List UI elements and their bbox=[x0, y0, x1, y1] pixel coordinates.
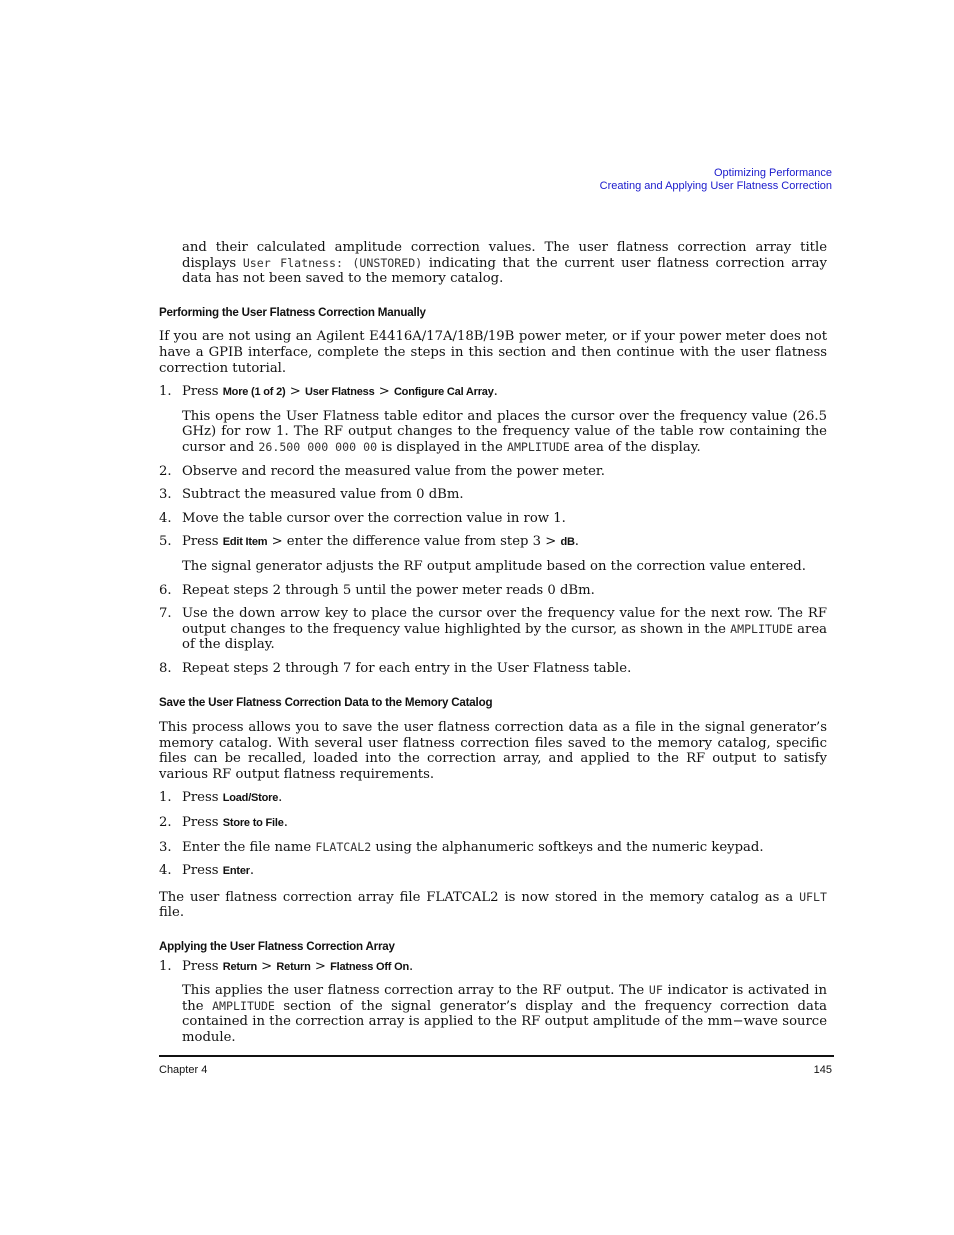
step-text bbox=[182, 959, 827, 976]
save-step-3 bbox=[159, 840, 827, 856]
step-text-2: using the alphanumeric softkeys and the numeric keypad. bbox=[371, 839, 764, 855]
step-number: 1. bbox=[159, 384, 172, 400]
separator: > bbox=[256, 958, 277, 974]
step-text bbox=[182, 863, 827, 880]
period: . bbox=[574, 534, 579, 550]
amplitude-area-code: AMPLITUDE bbox=[730, 621, 793, 636]
period: . bbox=[249, 863, 255, 879]
note-text-2: indicator is activated in the bbox=[182, 983, 827, 1014]
intro-text-1: and their calculated amplitude correction values. The user flatness correction array title displays bbox=[182, 240, 827, 271]
step-text: Repeat steps 2 through 5 until the power meter reads 0 dBm. bbox=[182, 582, 595, 598]
press-text: Press bbox=[182, 863, 223, 879]
step-text-1: Use the down arrow key to place the cursor over the frequency value for the next row. The RF output changes to the frequency value highlighted by the cursor, as shown in the bbox=[182, 606, 827, 637]
step-text: Repeat steps 2 through 7 for each entry in the User Flatness table. bbox=[182, 660, 632, 676]
result-text-1: The user flatness correction array file FLATCAL2 is now stored in the memory catalog as a bbox=[159, 889, 800, 905]
softkey-load-store: Load/Store bbox=[222, 792, 279, 805]
intro-text-2: indicating that the current user flatness correction array data has not been saved to the memory catalog. bbox=[182, 255, 827, 287]
separator: > bbox=[374, 384, 394, 400]
save-result-paragraph bbox=[159, 890, 827, 921]
footer-chapter: Chapter 4 bbox=[159, 1064, 208, 1076]
softkey-return: Return bbox=[276, 960, 311, 973]
note-text-1: This applies the user flatness correction array to the RF output. The bbox=[182, 983, 649, 999]
softkey-db: dB bbox=[560, 536, 575, 549]
softkey-edit-item: Edit Item bbox=[222, 536, 268, 549]
running-header bbox=[600, 167, 832, 193]
step-number: 1. bbox=[159, 958, 172, 974]
step-text bbox=[182, 790, 827, 807]
note-text-3: area of the display. bbox=[569, 439, 701, 455]
period: . bbox=[493, 384, 498, 400]
manual-section-heading: Performing the User Flatness Correction Manually bbox=[159, 305, 426, 319]
step-text-1: Enter the file name bbox=[182, 839, 316, 855]
file-name-code: FLATCAL2 bbox=[315, 839, 372, 854]
manual-step-7 bbox=[159, 606, 827, 653]
softkey-enter: Enter bbox=[222, 865, 250, 878]
save-step-1 bbox=[159, 790, 827, 807]
softkey-user-flatness: User Flatness bbox=[304, 386, 375, 399]
manual-step-4 bbox=[159, 511, 827, 527]
save-intro-paragraph: This process allows you to save the user flatness correction data as a file in the signal generator’s memory catalog. With several user flatness correction files saved to the memory catalog, specific files can be recalled, loaded into the correction array, and applied to the RF output to satisfy various RF output flatness requirements. bbox=[159, 720, 827, 782]
step-text bbox=[182, 606, 827, 653]
step-text-2: area of the display. bbox=[182, 621, 828, 653]
uflt-type-code: UFLT bbox=[799, 889, 827, 904]
save-step-4 bbox=[159, 863, 827, 880]
step-text bbox=[182, 815, 827, 832]
save-section-heading: Save the User Flatness Correction Data to the Memory Catalog bbox=[159, 696, 493, 710]
header-section-title: Optimizing Performance bbox=[714, 167, 832, 179]
separator: > bbox=[285, 384, 305, 400]
intro-paragraph bbox=[182, 240, 827, 287]
softkey-configure-cal-array: Configure Cal Array bbox=[393, 386, 494, 399]
step-mid-text: > enter the difference value from step 3 > bbox=[267, 534, 561, 550]
manual-step-5-note: The signal generator adjusts the RF output amplitude based on the correction value entered. bbox=[182, 558, 806, 574]
step-number: 6. bbox=[159, 582, 172, 598]
period: . bbox=[278, 790, 283, 806]
press-text: Press bbox=[182, 958, 223, 974]
amplitude-area-code: AMPLITUDE bbox=[506, 439, 570, 454]
period: . bbox=[283, 815, 288, 831]
footer-page-number: 145 bbox=[813, 1064, 832, 1076]
step-text bbox=[182, 534, 827, 551]
footer-rule bbox=[159, 1055, 834, 1057]
step-number: 1. bbox=[159, 790, 172, 806]
press-text: Press bbox=[182, 534, 223, 550]
manual-step-3 bbox=[159, 487, 827, 503]
note-text-3: section of the signal generator’s display and the frequency correction data contained in the correction array is applied to the RF output amplitude of the mm−wave source module. bbox=[182, 998, 827, 1045]
amplitude-section-code: AMPLITUDE bbox=[212, 998, 275, 1013]
manual-intro-paragraph: If you are not using an Agilent E4416A/17A/18B/19B power meter, or if your power meter does not have a GPIB interface, complete the steps in this section and then continue with the user flatness correction tutorial. bbox=[159, 329, 827, 376]
unstored-title-code: User Flatness: (UNSTORED) bbox=[242, 255, 423, 270]
step-number: 2. bbox=[159, 463, 172, 479]
separator: > bbox=[310, 958, 331, 974]
manual-step-1 bbox=[159, 384, 827, 401]
step-number: 4. bbox=[159, 863, 172, 879]
step-number: 5. bbox=[159, 534, 172, 550]
step-number: 8. bbox=[159, 660, 172, 676]
step-text bbox=[182, 384, 827, 401]
softkey-return: Return bbox=[222, 960, 257, 973]
frequency-value-code: 26.500 000 000 00 bbox=[258, 439, 378, 454]
press-text: Press bbox=[182, 815, 223, 831]
note-text-2: is displayed in the bbox=[377, 439, 507, 455]
result-text-2: file. bbox=[159, 905, 185, 921]
step-number: 2. bbox=[159, 815, 172, 831]
step-text: Subtract the measured value from 0 dBm. bbox=[182, 487, 464, 503]
header-subsection-title: Creating and Applying User Flatness Correction bbox=[599, 180, 832, 192]
press-text: Press bbox=[182, 790, 223, 806]
manual-step-5 bbox=[159, 534, 827, 551]
manual-step-1-note bbox=[182, 409, 827, 456]
step-number: 7. bbox=[159, 606, 172, 622]
softkey-store-to-file: Store to File bbox=[222, 817, 284, 830]
softkey-more-1-of-2: More (1 of 2) bbox=[222, 386, 286, 399]
uf-indicator-code: UF bbox=[648, 983, 663, 998]
step-text: Observe and record the measured value from the power meter. bbox=[182, 463, 605, 479]
step-text: Move the table cursor over the correction value in row 1. bbox=[182, 510, 566, 526]
step-text bbox=[182, 840, 827, 856]
press-text: Press bbox=[182, 384, 223, 400]
apply-step-1 bbox=[159, 959, 827, 976]
save-step-2 bbox=[159, 815, 827, 832]
page-body bbox=[159, 240, 827, 1046]
manual-step-2 bbox=[159, 464, 827, 480]
step-number: 3. bbox=[159, 839, 172, 855]
note-text-1: This opens the User Flatness table editor and places the cursor over the frequency value (26.5 GHz) for row 1. The RF output changes to the frequency value of the table row containing the cursor and bbox=[182, 408, 827, 455]
period: . bbox=[409, 958, 414, 974]
apply-section-heading: Applying the User Flatness Correction Array bbox=[159, 940, 395, 953]
apply-step-1-note bbox=[182, 983, 827, 1045]
step-number: 3. bbox=[159, 487, 172, 503]
manual-step-6 bbox=[159, 583, 827, 599]
softkey-flatness-off-on: Flatness Off On bbox=[330, 960, 409, 973]
step-number: 4. bbox=[159, 510, 172, 526]
manual-step-8 bbox=[159, 661, 827, 677]
